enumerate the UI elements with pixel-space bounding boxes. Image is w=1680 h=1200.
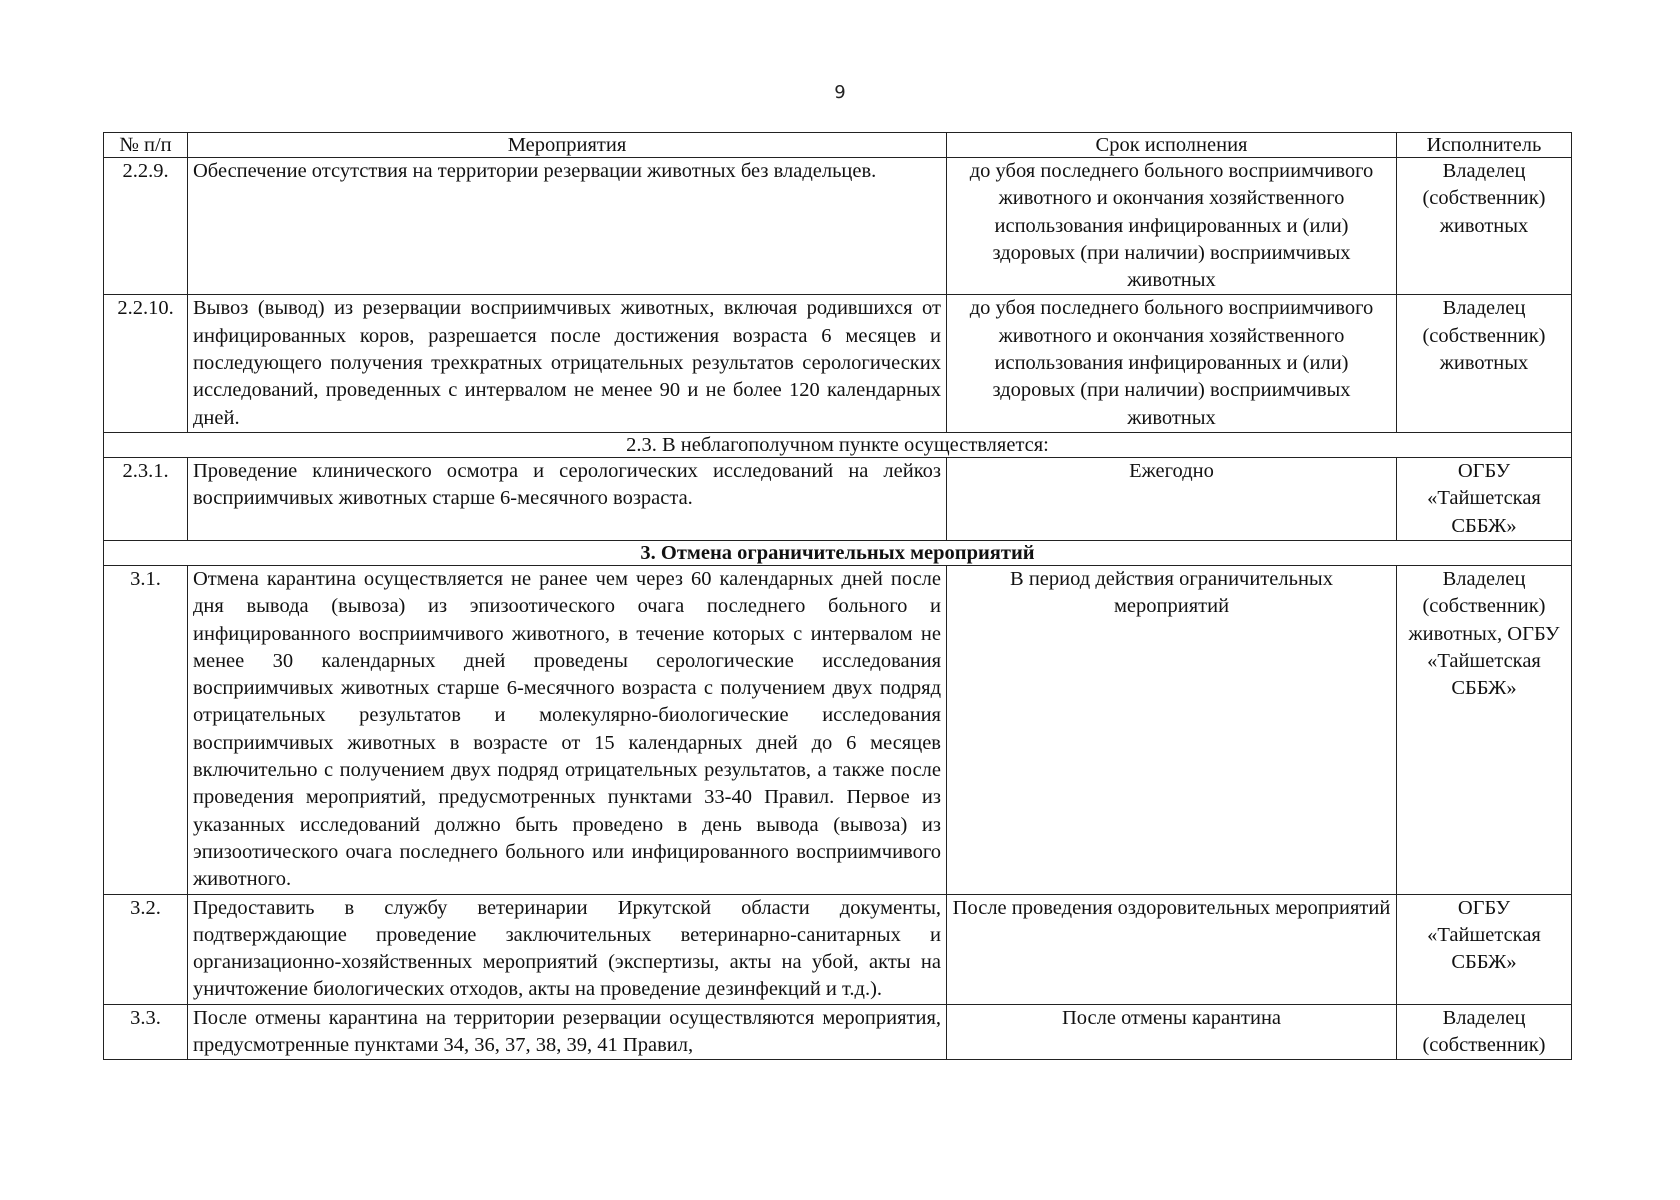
table-header-row — [104, 133, 1572, 158]
row-activity: После отмены карантина на территории резервации осуществляются мероприятия, предусмотренные пунктами 34, 36, 37, 38, 39, 41 Правил, — [188, 1004, 947, 1060]
row-executor: ОГБУ «Тайшетская СББЖ» — [1397, 457, 1572, 540]
section-heading-row — [104, 540, 1572, 565]
table-row — [104, 158, 1572, 295]
row-deadline: до убоя последнего больного восприимчивого животного и окончания хозяйственного использования инфицированных и (или) здоровых (при наличии) восприимчивых животных — [947, 295, 1397, 432]
header-executor: Исполнитель — [1397, 133, 1572, 158]
table-row — [104, 894, 1572, 1004]
row-number: 3.2. — [104, 894, 188, 1004]
row-activity: Отмена карантина осуществляется не ранее чем через 60 календарных дней после дня вывода (вывоза) из эпизоотического очага последнего больного и инфицированного восприимчивого животного, в течение которых с интервалом не менее 30 календарных дней проведены серологические исследования восприимчивых животных старше 6-месячного возраста с получением двух подряд отрицательных результатов и молекулярно-биологические исследования восприимчивых животных в возрасте от 15 календарных дней до 6 месяцев включительно с получением двух подряд отрицательных результатов, а также после проведения мероприятий, предусмотренных пунктами 33-40 Правил. Первое из указанных исследований должно быть проведено в день вывода (вывоза) из эпизоотического очага последнего больного или инфицированного восприимчивого животного. — [188, 565, 947, 894]
row-number: 2.2.9. — [104, 158, 188, 295]
row-deadline: В период действия ограничительных мероприятий — [947, 565, 1397, 894]
row-activity: Предоставить в службу ветеринарии Иркутской области документы, подтверждающие проведение заключительных ветеринарно-санитарных и организационно-хозяйственных мероприятий (экспертизы, акты на убой, акты на уничтожение биологических отходов, акты на проведение дезинфекций и т.д.). — [188, 894, 947, 1004]
measures-table — [103, 132, 1572, 1060]
row-executor: Владелец (собственник) животных — [1397, 295, 1572, 432]
page-number: 9 — [834, 82, 846, 103]
table-row — [104, 457, 1572, 540]
row-executor: ОГБУ «Тайшетская СББЖ» — [1397, 894, 1572, 1004]
header-activity: Мероприятия — [188, 133, 947, 158]
table-row — [104, 1004, 1572, 1060]
header-deadline: Срок исполнения — [947, 133, 1397, 158]
row-number: 2.3.1. — [104, 457, 188, 540]
subsection-heading: 2.3. В неблагополучном пункте осуществляется: — [104, 432, 1572, 457]
subsection-heading-row — [104, 432, 1572, 457]
row-executor: Владелец (собственник) животных, ОГБУ «Тайшетская СББЖ» — [1397, 565, 1572, 894]
table-row — [104, 565, 1572, 894]
header-number: № п/п — [104, 133, 188, 158]
row-number: 3.3. — [104, 1004, 188, 1060]
section-heading: 3. Отмена ограничительных мероприятий — [104, 540, 1572, 565]
row-number: 2.2.10. — [104, 295, 188, 432]
row-number: 3.1. — [104, 565, 188, 894]
row-activity: Вывоз (вывод) из резервации восприимчивых животных, включая родившихся от инфицированных коров, разрешается после достижения возраста 6 месяцев и последующего получения трехкратных отрицательных результатов серологических исследований, проведенных с интервалом не менее 90 и не более 120 календарных дней. — [188, 295, 947, 432]
row-deadline: до убоя последнего больного восприимчивого животного и окончания хозяйственного использования инфицированных и (или) здоровых (при наличии) восприимчивых животных — [947, 158, 1397, 295]
row-executor: Владелец (собственник) — [1397, 1004, 1572, 1060]
table-row — [104, 295, 1572, 432]
row-activity: Обеспечение отсутствия на территории резервации животных без владельцев. — [188, 158, 947, 295]
row-deadline: После отмены карантина — [947, 1004, 1397, 1060]
row-executor: Владелец (собственник) животных — [1397, 158, 1572, 295]
row-activity: Проведение клинического осмотра и серологических исследований на лейкоз восприимчивых животных старше 6-месячного возраста. — [188, 457, 947, 540]
row-deadline: Ежегодно — [947, 457, 1397, 540]
row-deadline: После проведения оздоровительных мероприятий — [947, 894, 1397, 1004]
